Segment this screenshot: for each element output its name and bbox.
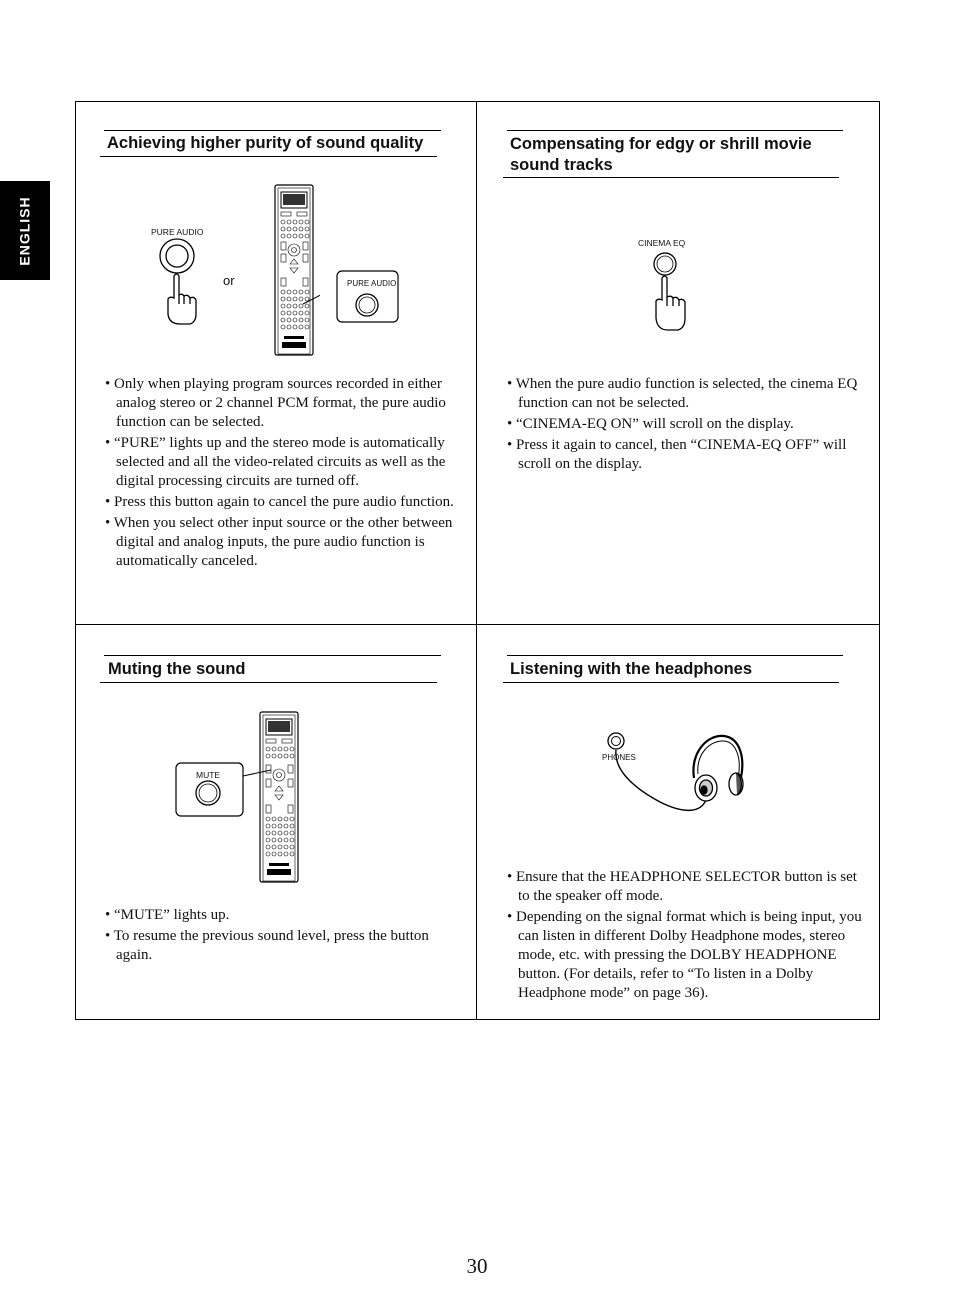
cinema-eq-button-figure xyxy=(645,248,695,334)
hand-pointer-icon xyxy=(656,276,685,330)
cinema-eq-notes xyxy=(506,375,866,476)
section-title-mute: Muting the sound xyxy=(108,660,246,678)
phones-jack-label: PHONES xyxy=(602,753,636,762)
hand-pointer-icon xyxy=(168,274,196,324)
headphones-figure xyxy=(600,728,750,820)
page-number: 30 xyxy=(466,1254,488,1278)
headphones-icon xyxy=(693,736,743,801)
remote-control-icon xyxy=(270,184,320,356)
remote-mute-callout xyxy=(175,762,273,818)
section-title-headphones: Listening with the headphones xyxy=(510,660,753,678)
heading-rule-top xyxy=(507,130,843,131)
cinema-eq-button-label: CINEMA EQ xyxy=(638,238,686,248)
pure-audio-button-figure xyxy=(150,236,210,326)
list-item: • “MUTE” lights up. xyxy=(104,906,462,925)
heading-rule-top xyxy=(104,655,441,656)
list-item: • Depending on the signal format which is being input, you can listen in different Dolby Headphone modes, stereo mode, etc. with pressing the DOLBY HEADPHONE button. (For details, refer to “To listen in a Dolby Headphone mode” on page 36). xyxy=(506,908,868,1003)
pure-audio-notes xyxy=(104,375,454,573)
language-tab xyxy=(0,181,50,280)
heading-rule-bottom xyxy=(100,156,437,157)
heading-rule-bottom xyxy=(100,682,437,683)
heading-rule-top xyxy=(507,655,843,656)
remote-pure-audio-label: PURE AUDIO xyxy=(347,279,397,288)
list-item: • When you select other input source or the other between digital and analog inputs, the pure audio function is automatically canceled. xyxy=(104,514,454,571)
list-item: • Only when playing program sources recorded in either analog stereo or 2 channel PCM format, the pure audio function can be selected. xyxy=(104,375,454,432)
headphones-notes xyxy=(506,868,868,1005)
remote-mute-label: MUTE xyxy=(196,770,221,780)
pure-audio-button-label: PURE AUDIO xyxy=(151,227,204,237)
heading-rule-bottom xyxy=(503,682,839,683)
or-text: or xyxy=(223,273,235,288)
section-title-pure-audio: Achieving higher purity of sound quality xyxy=(107,134,424,152)
list-item: • Press this button again to cancel the pure audio function. xyxy=(104,493,454,512)
row-divider xyxy=(75,624,880,625)
list-item: • When the pure audio function is selected, the cinema EQ function can not be selected. xyxy=(506,375,866,413)
list-item: • Press it again to cancel, then “CINEMA-EQ OFF” will scroll on the display. xyxy=(506,436,866,474)
list-item: • To resume the previous sound level, press the button again. xyxy=(104,927,462,965)
mute-notes xyxy=(104,906,462,967)
column-divider xyxy=(476,101,477,1020)
list-item: • “CINEMA-EQ ON” will scroll on the display. xyxy=(506,415,866,434)
heading-rule-bottom xyxy=(503,177,839,178)
list-item: • “PURE” lights up and the stereo mode is automatically selected and all the video-related circuits as well as the digital processing circuits are turned off. xyxy=(104,434,454,491)
heading-rule-top xyxy=(104,130,441,131)
section-title-cinema-eq: Compensating for edgy or shrill movie sound tracks xyxy=(510,135,812,174)
list-item: • Ensure that the HEADPHONE SELECTOR button is set to the speaker off mode. xyxy=(506,868,868,906)
language-tab-label: ENGLISH xyxy=(17,195,34,266)
